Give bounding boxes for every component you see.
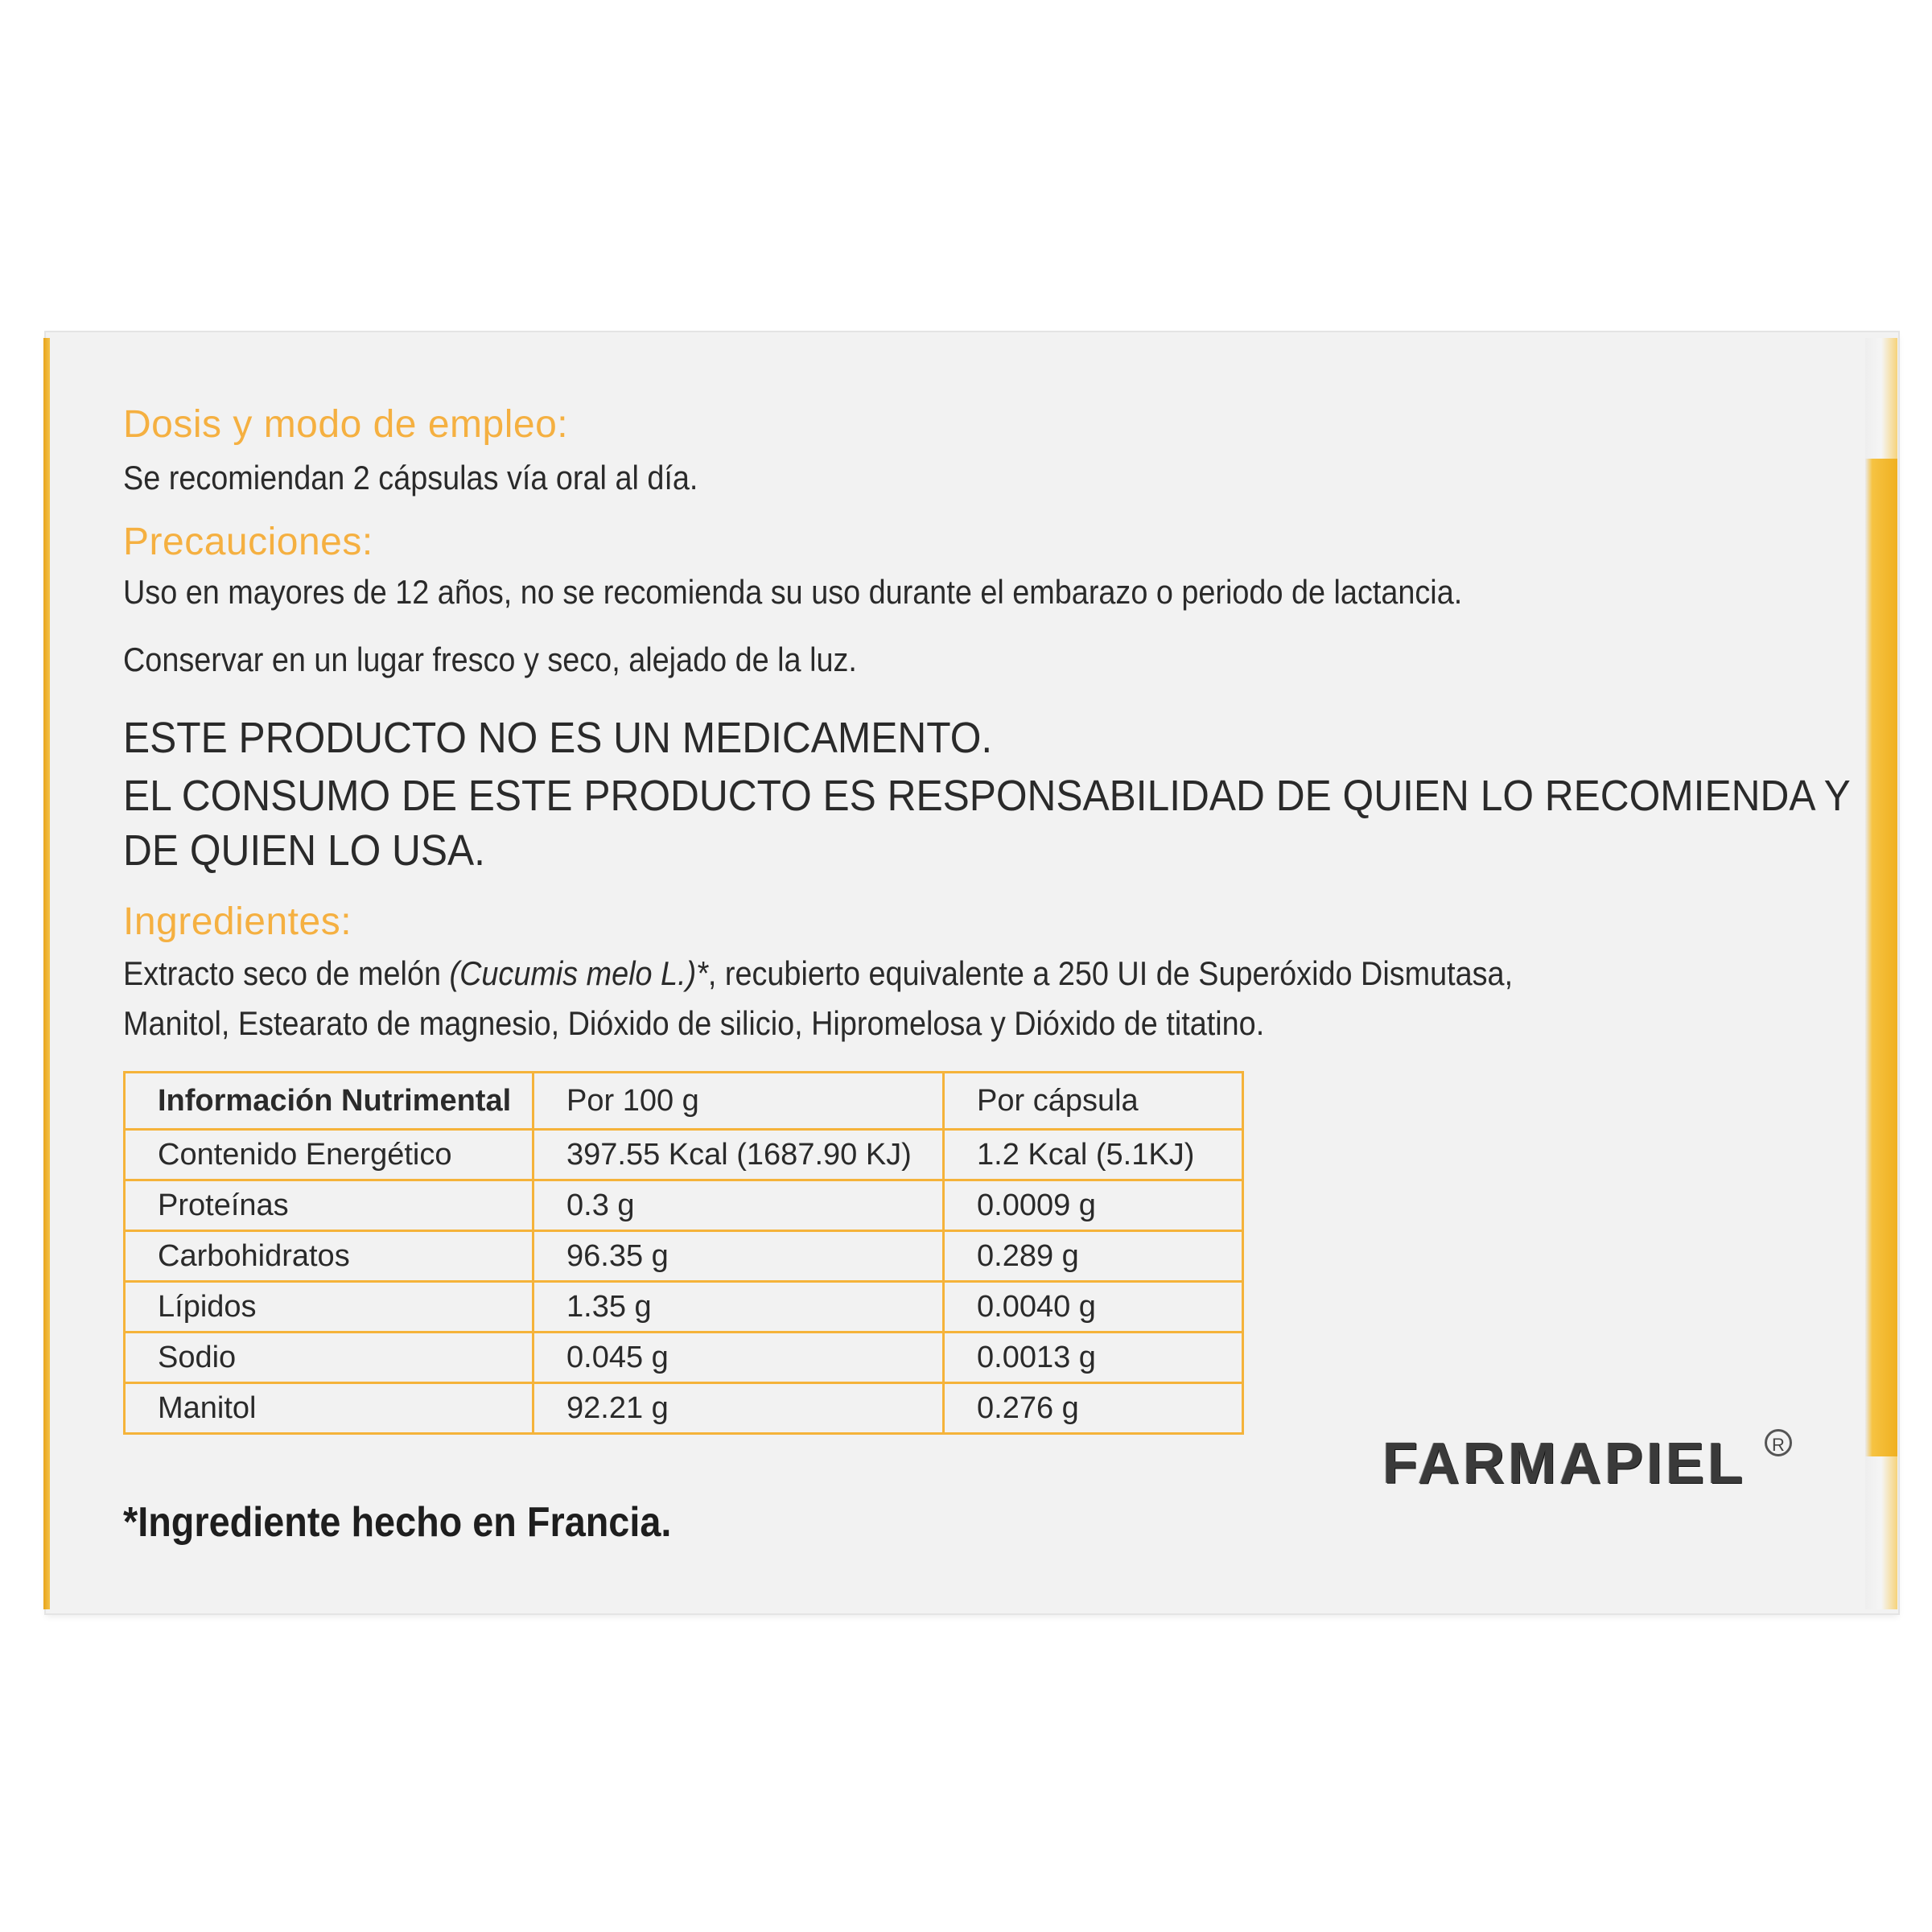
ingredients-suffix: , recubierto equivalente a 250 UI de Superóxido Dismutasa, — [707, 954, 1514, 992]
nutrition-cell: 0.3 g — [533, 1180, 944, 1231]
nutrition-row — [125, 1383, 1243, 1434]
nutrition-cell: 0.289 g — [944, 1231, 1243, 1282]
package-right-edge — [1865, 459, 1897, 1456]
nutrition-cell: Contenido Energético — [125, 1130, 533, 1180]
ingredients-heading: Ingredientes: — [123, 900, 352, 943]
nutrition-cell: Proteínas — [125, 1180, 533, 1231]
nutrition-cell: 0.0009 g — [944, 1180, 1243, 1231]
footnote: *Ingrediente hecho en Francia. — [123, 1499, 672, 1546]
ingredients-line-1 — [123, 954, 1513, 993]
dosage-text: Se recomiendan 2 cápsulas vía oral al día. — [123, 459, 698, 496]
package-right-edge-top — [1865, 338, 1897, 459]
package-right-edge-bottom — [1865, 1456, 1897, 1609]
nutrition-row — [125, 1282, 1243, 1333]
nutrition-cell: Carbohidratos — [125, 1231, 533, 1282]
nutrition-header-cell: Por cápsula — [944, 1073, 1243, 1130]
nutrition-cell: 0.045 g — [533, 1333, 944, 1383]
nutrition-row — [125, 1231, 1243, 1282]
nutrition-cell: 397.55 Kcal (1687.90 KJ) — [533, 1130, 944, 1180]
nutrition-row — [125, 1180, 1243, 1231]
ingredients-prefix: Extracto seco de melón — [123, 954, 450, 992]
package-left-edge — [43, 338, 50, 1609]
nutrition-cell: 0.0040 g — [944, 1282, 1243, 1333]
precautions-heading: Precauciones: — [123, 521, 373, 563]
brand-logo: FARMAPIEL — [1382, 1431, 1747, 1496]
nutrition-row — [125, 1130, 1243, 1180]
nutrition-cell: Manitol — [125, 1383, 533, 1434]
dosage-heading: Dosis y modo de empleo: — [123, 403, 569, 446]
nutrition-cell: 0.0013 g — [944, 1333, 1243, 1383]
nutrition-cell: 1.2 Kcal (5.1KJ) — [944, 1130, 1243, 1180]
nutrition-header-cell: Por 100 g — [533, 1073, 944, 1130]
warning-line-3: DE QUIEN LO USA. — [123, 826, 485, 875]
nutrition-header-cell: Información Nutrimental — [125, 1073, 533, 1130]
precautions-text-2: Conservar en un lugar fresco y seco, alejado de la luz. — [123, 641, 857, 678]
ingredients-line-2: Manitol, Estearato de magnesio, Dióxido de silicio, Hipromelosa y Dióxido de titatino. — [123, 1004, 1265, 1042]
nutrition-header-row — [125, 1073, 1243, 1130]
warning-line-1: ESTE PRODUCTO NO ES UN MEDICAMENTO. — [123, 714, 993, 762]
precautions-text-1: Uso en mayores de 12 años, no se recomienda su uso durante el embarazo o periodo de lactancia. — [123, 573, 1463, 611]
registered-mark-icon: R — [1765, 1429, 1792, 1456]
warning-line-2: EL CONSUMO DE ESTE PRODUCTO ES RESPONSABILIDAD DE QUIEN LO RECOMIENDA Y — [123, 772, 1851, 820]
nutrition-cell: Sodio — [125, 1333, 533, 1383]
nutrition-cell: 96.35 g — [533, 1231, 944, 1282]
nutrition-cell: 1.35 g — [533, 1282, 944, 1333]
nutrition-cell: 92.21 g — [533, 1383, 944, 1434]
nutrition-table — [123, 1071, 1244, 1435]
nutrition-cell: Lípidos — [125, 1282, 533, 1333]
nutrition-cell: 0.276 g — [944, 1383, 1243, 1434]
nutrition-row — [125, 1333, 1243, 1383]
ingredients-scientific-name: (Cucumis melo L.)* — [449, 954, 708, 992]
